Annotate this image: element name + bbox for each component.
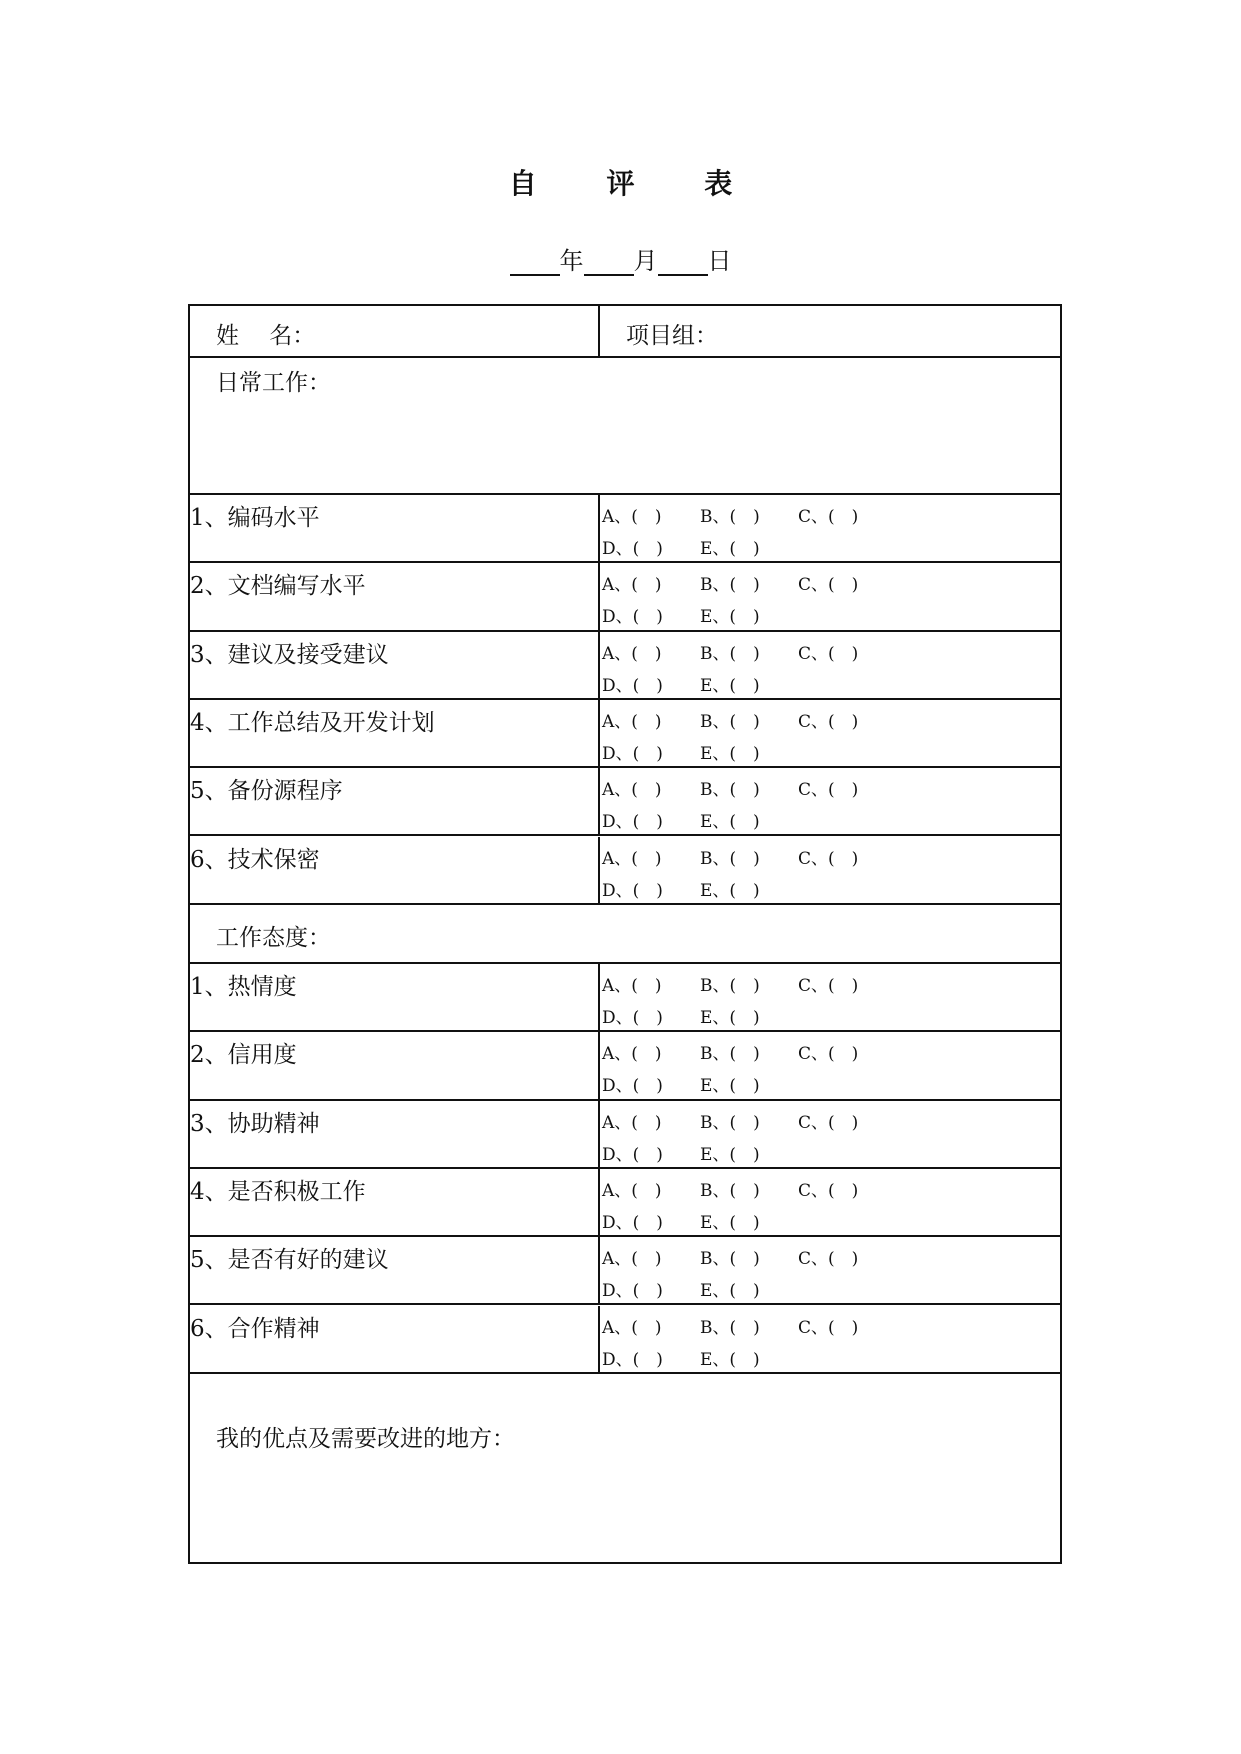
option-e[interactable]: E、( ): [700, 607, 760, 628]
rating-options: [602, 1312, 858, 1376]
option-a[interactable]: A、( ): [602, 1112, 662, 1133]
rating-options: [602, 774, 858, 838]
attitude-item-cell: [190, 1101, 600, 1167]
option-b[interactable]: B、( ): [700, 1112, 760, 1133]
daily-rating-cell: [600, 495, 1060, 561]
name-cell[interactable]: [190, 306, 600, 356]
option-b[interactable]: B、( ): [700, 1044, 760, 1065]
improvement-label: 我的优点及需要改进的地方：: [216, 1426, 515, 1452]
month-label: 月: [633, 247, 658, 275]
daily-work-label: 日常工作：: [216, 370, 331, 396]
attitude-row: [190, 964, 1060, 1032]
option-d[interactable]: D、( ): [602, 1144, 663, 1165]
daily-item-cell: [190, 837, 600, 903]
header-row: [190, 306, 1060, 358]
daily-row: [190, 563, 1060, 631]
option-b[interactable]: B、( ): [700, 848, 760, 869]
attitude-item-cell: [190, 1169, 600, 1235]
rating-options: [602, 706, 858, 770]
year-label: 年: [559, 247, 584, 275]
evaluation-table: [188, 304, 1062, 1564]
option-a[interactable]: A、( ): [602, 507, 662, 527]
daily-rating-cell: [600, 837, 1060, 903]
attitude-label: 工作态度：: [216, 925, 331, 951]
daily-item-label: 5、备份源程序: [190, 778, 343, 805]
option-e[interactable]: E、( ): [700, 539, 760, 559]
option-d[interactable]: D、( ): [602, 539, 663, 559]
attitude-row: [190, 1306, 1060, 1374]
option-a[interactable]: A、( ): [602, 711, 662, 732]
attitude-rating-cell: [600, 1237, 1060, 1303]
rating-options: [602, 1107, 858, 1171]
attitude-item-cell: [190, 1306, 600, 1372]
option-b[interactable]: B、( ): [700, 1317, 760, 1338]
option-a[interactable]: A、( ): [602, 848, 662, 869]
attitude-item-label: 5、是否有好的建议: [190, 1247, 389, 1274]
daily-item-cell: [190, 768, 600, 834]
option-b[interactable]: B、( ): [700, 1180, 760, 1201]
option-c[interactable]: C、( ): [798, 780, 859, 801]
daily-item-label: 3、建议及接受建议: [190, 641, 389, 668]
rating-options: [602, 638, 858, 702]
daily-row: [190, 632, 1060, 700]
option-b[interactable]: B、( ): [700, 780, 760, 801]
rating-options: [602, 1175, 858, 1239]
option-e[interactable]: E、( ): [700, 1349, 760, 1370]
option-a[interactable]: A、( ): [602, 780, 662, 801]
month-blank[interactable]: [584, 248, 634, 276]
option-d[interactable]: D、( ): [602, 607, 663, 628]
option-c[interactable]: C、( ): [798, 643, 859, 664]
attitude-rating-cell: [600, 1101, 1060, 1167]
daily-item-cell: [190, 563, 600, 629]
option-e[interactable]: E、( ): [700, 880, 760, 901]
option-c[interactable]: C、( ): [798, 507, 859, 527]
option-e[interactable]: E、( ): [700, 1008, 760, 1028]
daily-row: [190, 700, 1060, 768]
attitude-item-label: 1、热情度: [190, 974, 297, 1000]
group-cell[interactable]: [600, 306, 1060, 356]
option-c[interactable]: C、( ): [798, 1317, 859, 1338]
option-c[interactable]: C、( ): [798, 1112, 859, 1133]
attitude-rating-cell: [600, 1169, 1060, 1235]
rating-options: [602, 501, 858, 565]
attitude-item-label: 3、协助精神: [190, 1110, 320, 1137]
day-label: 日: [707, 247, 732, 275]
option-c[interactable]: C、( ): [798, 711, 859, 732]
option-e[interactable]: E、( ): [700, 1076, 760, 1097]
rating-options: [602, 569, 858, 633]
daily-item-label: 4、工作总结及开发计划: [190, 709, 435, 736]
attitude-item-label: 4、是否积极工作: [190, 1178, 366, 1205]
option-c[interactable]: C、( ): [798, 1180, 859, 1201]
option-d[interactable]: D、( ): [602, 675, 663, 696]
option-a[interactable]: A、( ): [602, 643, 662, 664]
daily-item-label: 1、编码水平: [190, 505, 320, 531]
name-label: 姓 名：: [216, 323, 316, 349]
option-d[interactable]: D、( ): [602, 812, 663, 833]
attitude-row: [190, 1032, 1060, 1100]
attitude-row: [190, 1169, 1060, 1237]
attitude-rating-cell: [600, 964, 1060, 1030]
option-e[interactable]: E、( ): [700, 675, 760, 696]
rating-options: [602, 843, 858, 907]
option-d[interactable]: D、( ): [602, 1008, 663, 1028]
option-d[interactable]: D、( ): [602, 1281, 663, 1302]
attitude-item-cell: [190, 964, 600, 1030]
daily-item-cell: [190, 495, 600, 561]
daily-row: [190, 495, 1060, 563]
option-c[interactable]: C、( ): [798, 1044, 859, 1065]
rating-options: [602, 1243, 858, 1307]
option-b[interactable]: B、( ): [700, 1249, 760, 1270]
option-e[interactable]: E、( ): [700, 812, 760, 833]
daily-work-row[interactable]: [190, 358, 1060, 495]
attitude-row: [190, 1101, 1060, 1169]
option-a[interactable]: A、( ): [602, 1180, 662, 1201]
option-a[interactable]: A、( ): [602, 1044, 662, 1065]
option-e[interactable]: E、( ): [700, 1281, 760, 1302]
attitude-item-cell: [190, 1237, 600, 1303]
option-d[interactable]: D、( ): [602, 1212, 663, 1233]
attitude-row: [190, 905, 1060, 964]
daily-item-label: 2、文档编写水平: [190, 573, 366, 600]
attitude-item-label: 6、合作精神: [190, 1315, 320, 1342]
daily-rating-cell: [600, 768, 1060, 834]
improvement-row[interactable]: [190, 1374, 1060, 1564]
rating-options: [602, 970, 858, 1034]
daily-item-cell: [190, 700, 600, 766]
option-a[interactable]: A、( ): [602, 976, 662, 996]
daily-item-label: 6、技术保密: [190, 846, 320, 873]
day-blank[interactable]: [658, 248, 708, 276]
option-d[interactable]: D、( ): [602, 880, 663, 901]
attitude-rating-cell: [600, 1032, 1060, 1098]
option-c[interactable]: C、( ): [798, 976, 859, 996]
daily-item-cell: [190, 632, 600, 698]
option-d[interactable]: D、( ): [602, 1076, 663, 1097]
date-line: [0, 246, 1241, 276]
option-b[interactable]: B、( ): [700, 507, 760, 527]
option-e[interactable]: E、( ): [700, 1144, 760, 1165]
option-a[interactable]: A、( ): [602, 575, 662, 596]
rating-options: [602, 1038, 858, 1102]
daily-row: [190, 768, 1060, 836]
page-title: 自 评 表: [508, 167, 763, 200]
year-blank[interactable]: [510, 248, 560, 276]
option-a[interactable]: A、( ): [602, 1249, 662, 1270]
daily-rating-cell: [600, 632, 1060, 698]
option-d[interactable]: D、( ): [602, 743, 663, 764]
option-c[interactable]: C、( ): [798, 575, 859, 596]
daily-row: [190, 837, 1060, 905]
attitude-rating-cell: [600, 1306, 1060, 1372]
option-b[interactable]: B、( ): [700, 575, 760, 596]
daily-rating-cell: [600, 563, 1060, 629]
group-label: 项目组：: [626, 323, 718, 349]
option-d[interactable]: D、( ): [602, 1349, 663, 1370]
attitude-item-cell: [190, 1032, 600, 1098]
option-e[interactable]: E、( ): [700, 743, 760, 764]
daily-rating-cell: [600, 700, 1060, 766]
option-b[interactable]: B、( ): [700, 643, 760, 664]
option-e[interactable]: E、( ): [700, 1212, 760, 1233]
option-a[interactable]: A、( ): [602, 1317, 662, 1338]
attitude-row: [190, 1237, 1060, 1305]
attitude-item-label: 2、信用度: [190, 1042, 297, 1069]
option-b[interactable]: B、( ): [700, 976, 760, 996]
option-b[interactable]: B、( ): [700, 711, 760, 732]
option-c[interactable]: C、( ): [798, 848, 859, 869]
option-c[interactable]: C、( ): [798, 1249, 859, 1270]
